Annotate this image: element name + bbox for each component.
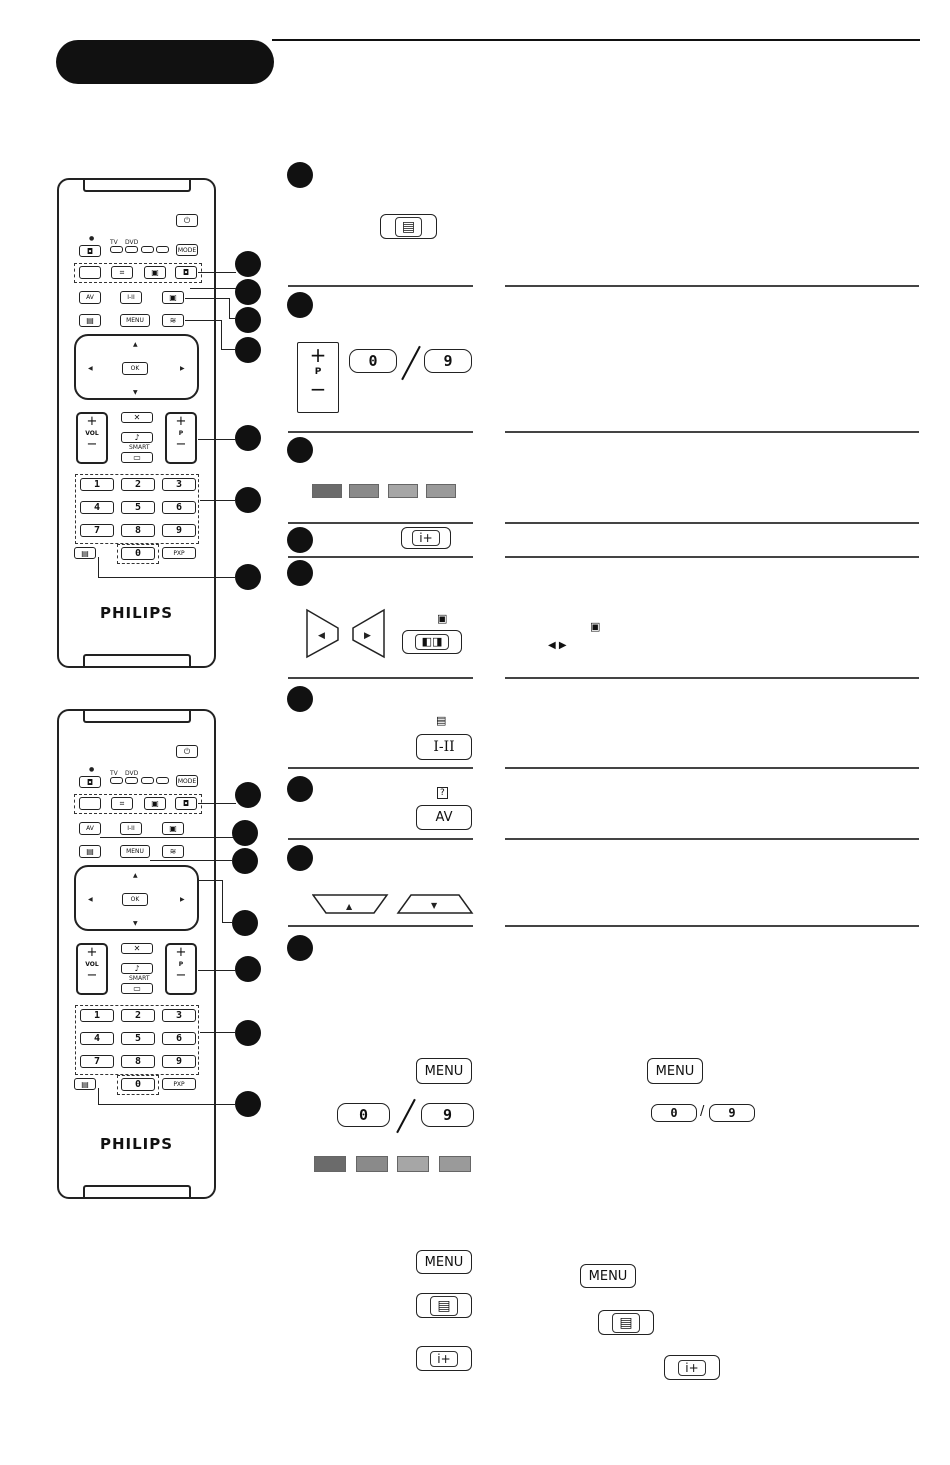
leader-line (200, 1032, 236, 1033)
teletext-icon: ▤ (612, 1313, 639, 1333)
digit-4-button[interactable]: 4 (80, 501, 114, 514)
step-marker (287, 560, 313, 586)
arrow-keys (304, 606, 388, 660)
dual-screen-icon: ▤ (436, 714, 447, 727)
callout-dot (235, 307, 261, 333)
arrow-left-icon: ◀ (318, 631, 325, 641)
remote-top-tab (83, 178, 191, 192)
menu-button[interactable]: MENU (120, 314, 150, 327)
callout-dot (232, 820, 258, 846)
step-marker (287, 162, 313, 188)
step-marker (287, 776, 313, 802)
green-key[interactable] (349, 484, 379, 498)
smart-sound-button[interactable]: ♪ (121, 963, 153, 974)
dvd-label: DVD (125, 239, 139, 246)
subtitle-key[interactable]: ≋ (162, 314, 184, 327)
divider (505, 522, 919, 524)
digit-9-key[interactable]: 9 (421, 1103, 474, 1127)
digit-3-button[interactable]: 3 (162, 478, 196, 491)
leader-line (221, 349, 236, 350)
leader-line (229, 318, 236, 319)
leader-line (222, 880, 223, 922)
teletext-icon: ▤ (430, 1296, 457, 1316)
red-key[interactable] (312, 484, 342, 498)
divider (505, 838, 919, 840)
info-key[interactable]: ▤ (74, 547, 96, 559)
leader-line (100, 837, 233, 838)
smart-picture-button[interactable]: ▭ (121, 452, 153, 463)
digit-9-button[interactable]: 9 (162, 1055, 196, 1068)
power-button[interactable]: ⏻ (176, 214, 198, 227)
volume-rocker[interactable]: + VOL − (76, 412, 108, 464)
dvd-mode-key[interactable] (125, 246, 138, 253)
tv-mode-key[interactable] (110, 246, 123, 253)
leader-line (229, 298, 230, 318)
mode-button[interactable]: MODE (176, 244, 198, 256)
smart-label: SMART (129, 975, 150, 982)
split-screen-icon: ◧◨ (415, 634, 450, 650)
divider (288, 522, 473, 524)
volume-rocker[interactable]: + VOL − (76, 943, 108, 995)
section-header-pill (56, 40, 274, 84)
blue-key[interactable] (426, 484, 456, 498)
digit-6-button[interactable]: 6 (162, 501, 196, 514)
divider (505, 431, 919, 433)
callout-dot (235, 279, 261, 305)
divider (288, 677, 473, 679)
dvd-label: DVD (125, 770, 139, 777)
digit-0-button[interactable]: 0 (121, 1078, 155, 1091)
callout-dot (232, 848, 258, 874)
mode-key-3[interactable] (141, 246, 154, 253)
record-button[interactable]: ◘ (79, 245, 101, 257)
step-marker (287, 292, 313, 318)
dual-button[interactable]: I-II (120, 291, 142, 304)
remote-top-tab (83, 709, 191, 723)
dvd-mode-key[interactable] (125, 777, 138, 784)
navigation-cluster (74, 865, 199, 931)
brand-logo: PHILIPS (99, 1135, 174, 1153)
info-button[interactable] (416, 1346, 472, 1371)
leader-line (221, 320, 222, 349)
arrow-right-icon: ▶ (364, 631, 371, 641)
digit-3-button[interactable]: 3 (162, 1009, 196, 1022)
play-button[interactable]: ▣ (144, 266, 166, 279)
subtitle-key[interactable]: ≋ (162, 845, 184, 858)
leader-line (222, 922, 233, 923)
record-dot: ● (89, 766, 95, 773)
digit-8-button[interactable]: 8 (121, 524, 155, 537)
split-screen-button[interactable] (402, 630, 462, 654)
digit-9-button[interactable]: 9 (162, 524, 196, 537)
teletext-button[interactable] (380, 214, 437, 239)
leader-line (198, 439, 236, 440)
yellow-key[interactable] (388, 484, 418, 498)
leader-line (98, 1104, 236, 1105)
teletext-key[interactable]: ▤ (79, 845, 101, 858)
red-key[interactable] (314, 1156, 346, 1172)
menu-key-inline[interactable]: MENU (647, 1058, 703, 1084)
brand-logo: PHILIPS (99, 604, 174, 622)
navigation-cluster (74, 334, 199, 400)
step-marker (287, 935, 313, 961)
slash-inline: / (700, 1104, 705, 1119)
green-key[interactable] (356, 1156, 388, 1172)
mode-key-4[interactable] (156, 777, 169, 784)
divider (288, 556, 473, 558)
ok-button[interactable]: OK (122, 893, 148, 906)
smart-sound-button[interactable]: ♪ (121, 432, 153, 443)
teletext-button[interactable] (416, 1293, 472, 1318)
step-marker (287, 527, 313, 553)
slash-separator (396, 1099, 416, 1133)
digit-7-button[interactable]: 7 (80, 1055, 114, 1068)
p-label: P (178, 430, 184, 437)
arrow-left-icon[interactable]: ◀ (88, 896, 93, 903)
header-rule (272, 39, 920, 41)
callout-dot (232, 910, 258, 936)
teletext-key[interactable]: ▤ (79, 314, 101, 327)
av-button[interactable]: AV (79, 822, 101, 835)
arrow-up-icon: ▲ (346, 902, 353, 911)
record-button[interactable]: ◘ (79, 776, 101, 788)
mute-button[interactable]: ✕ (121, 943, 153, 954)
remote-bottom-tab (83, 1185, 191, 1199)
info-icon: i+ (412, 530, 439, 546)
rewind-button[interactable] (79, 266, 101, 279)
step-marker (287, 845, 313, 871)
split-button[interactable]: ▣ (162, 291, 184, 304)
info-icon: i+ (678, 1360, 705, 1376)
av-button[interactable]: AV (79, 291, 101, 304)
teletext-icon: ▤ (395, 217, 422, 237)
arrow-left-right-icon: ◀ ▶ (548, 640, 567, 651)
callout-dot (235, 487, 261, 513)
digit-9-key[interactable]: 9 (424, 349, 472, 373)
power-button[interactable]: ⏻ (176, 745, 198, 758)
mode-key-3[interactable] (141, 777, 154, 784)
arrow-up-icon[interactable]: ▲ (133, 872, 138, 879)
digit-7-button[interactable]: 7 (80, 524, 114, 537)
step-marker (287, 686, 313, 712)
av-key[interactable]: AV (416, 805, 472, 830)
digit-8-button[interactable]: 8 (121, 1055, 155, 1068)
blue-key[interactable] (439, 1156, 471, 1172)
rewind-button[interactable] (79, 797, 101, 810)
forward-button[interactable]: ◘ (175, 797, 197, 810)
info-button-inline[interactable] (664, 1355, 720, 1380)
remote-bottom-tab (83, 654, 191, 668)
digit-0-key[interactable]: 0 (349, 349, 397, 373)
program-rocker[interactable]: + P − (165, 943, 197, 995)
split-screen-icon: ▣ (437, 612, 448, 625)
arrow-down-icon[interactable]: ▼ (133, 389, 138, 396)
record-dot: ● (89, 235, 95, 242)
leader-line (98, 557, 99, 577)
stop-button[interactable]: ⌗ (111, 797, 133, 810)
leader-line (98, 577, 236, 578)
arrow-right-icon[interactable]: ▶ (180, 896, 185, 903)
remote-control-top (57, 178, 216, 668)
digit-2-button[interactable]: 2 (121, 1009, 155, 1022)
info-button[interactable] (401, 527, 451, 549)
arrow-down-icon: ▼ (431, 901, 438, 910)
digit-4-button[interactable]: 4 (80, 1032, 114, 1045)
divider (505, 767, 919, 769)
vol-label: VOL (85, 961, 99, 968)
callout-dot (235, 251, 261, 277)
tv-label: TV (110, 239, 118, 246)
forward-button[interactable]: ◘ (175, 266, 197, 279)
leader-line (198, 970, 236, 971)
divider (288, 767, 473, 769)
menu-button[interactable]: MENU (120, 845, 150, 858)
leader-line (150, 860, 233, 861)
digit-6-button[interactable]: 6 (162, 1032, 196, 1045)
step-marker (287, 437, 313, 463)
divider (288, 431, 473, 433)
program-rocker-key[interactable]: + P − (297, 342, 339, 413)
leader-line (200, 500, 236, 501)
callout-dot (235, 1020, 261, 1046)
digit-1-button[interactable]: 1 (80, 478, 114, 491)
smart-label: SMART (129, 444, 150, 451)
callout-dot (235, 425, 261, 451)
p-key-label: P (314, 367, 322, 377)
info-icon: i+ (430, 1351, 457, 1367)
divider (505, 556, 919, 558)
pip-button[interactable]: PXP (162, 547, 196, 559)
teletext-button-inline[interactable] (598, 1310, 654, 1335)
pip-button[interactable]: PXP (162, 1078, 196, 1090)
tv-mode-key[interactable] (110, 777, 123, 784)
smart-picture-button[interactable]: ▭ (121, 983, 153, 994)
digit-5-button[interactable]: 5 (121, 501, 155, 514)
digit-0-button[interactable]: 0 (121, 547, 155, 560)
digit-9-key-inline[interactable]: 9 (709, 1104, 755, 1122)
divider (505, 925, 919, 927)
leader-line (198, 803, 236, 804)
divider (288, 925, 473, 927)
remote-control-bottom (57, 709, 216, 1199)
divider (288, 838, 473, 840)
menu-key-inline[interactable]: MENU (580, 1264, 636, 1288)
ok-button[interactable]: OK (122, 362, 148, 375)
slash-separator (401, 346, 421, 380)
arrow-right-icon[interactable]: ▶ (180, 365, 185, 372)
split-button[interactable]: ▣ (162, 822, 184, 835)
vol-label: VOL (85, 430, 99, 437)
dual-button[interactable]: I-II (120, 822, 142, 835)
p-label: P (178, 961, 184, 968)
tv-label: TV (110, 770, 118, 777)
leader-line (198, 272, 236, 273)
leader-line (198, 880, 222, 881)
play-button[interactable]: ▣ (144, 797, 166, 810)
callout-dot (235, 337, 261, 363)
info-key[interactable]: ▤ (74, 1078, 96, 1090)
digit-0-key-inline[interactable]: 0 (651, 1104, 697, 1122)
split-screen-icon: ▣ (590, 620, 601, 633)
arrow-down-icon[interactable]: ▼ (133, 920, 138, 927)
divider (505, 677, 919, 679)
leader-line (190, 288, 236, 289)
leader-line (185, 298, 229, 299)
divider (505, 285, 919, 287)
stop-button[interactable]: ⌗ (111, 266, 133, 279)
mute-button[interactable]: ✕ (121, 412, 153, 423)
help-icon: ? (437, 787, 448, 799)
callout-dot (235, 564, 261, 590)
mode-button[interactable]: MODE (176, 775, 198, 787)
yellow-key[interactable] (397, 1156, 429, 1172)
callout-dot (235, 1091, 261, 1117)
digit-2-button[interactable]: 2 (121, 478, 155, 491)
leader-line (98, 1088, 99, 1104)
arrow-left-icon[interactable]: ◀ (88, 365, 93, 372)
leader-line (185, 320, 221, 321)
up-down-keys (312, 893, 474, 915)
menu-key[interactable]: MENU (416, 1058, 472, 1084)
digit-5-button[interactable]: 5 (121, 1032, 155, 1045)
digit-0-key[interactable]: 0 (337, 1103, 390, 1127)
callout-dot (235, 782, 261, 808)
digit-1-button[interactable]: 1 (80, 1009, 114, 1022)
sound-dual-button[interactable]: I-II (416, 734, 472, 760)
divider (288, 285, 473, 287)
arrow-up-icon[interactable]: ▲ (133, 341, 138, 348)
program-rocker[interactable]: + P − (165, 412, 197, 464)
callout-dot (235, 956, 261, 982)
mode-key-4[interactable] (156, 246, 169, 253)
menu-key[interactable]: MENU (416, 1250, 472, 1274)
